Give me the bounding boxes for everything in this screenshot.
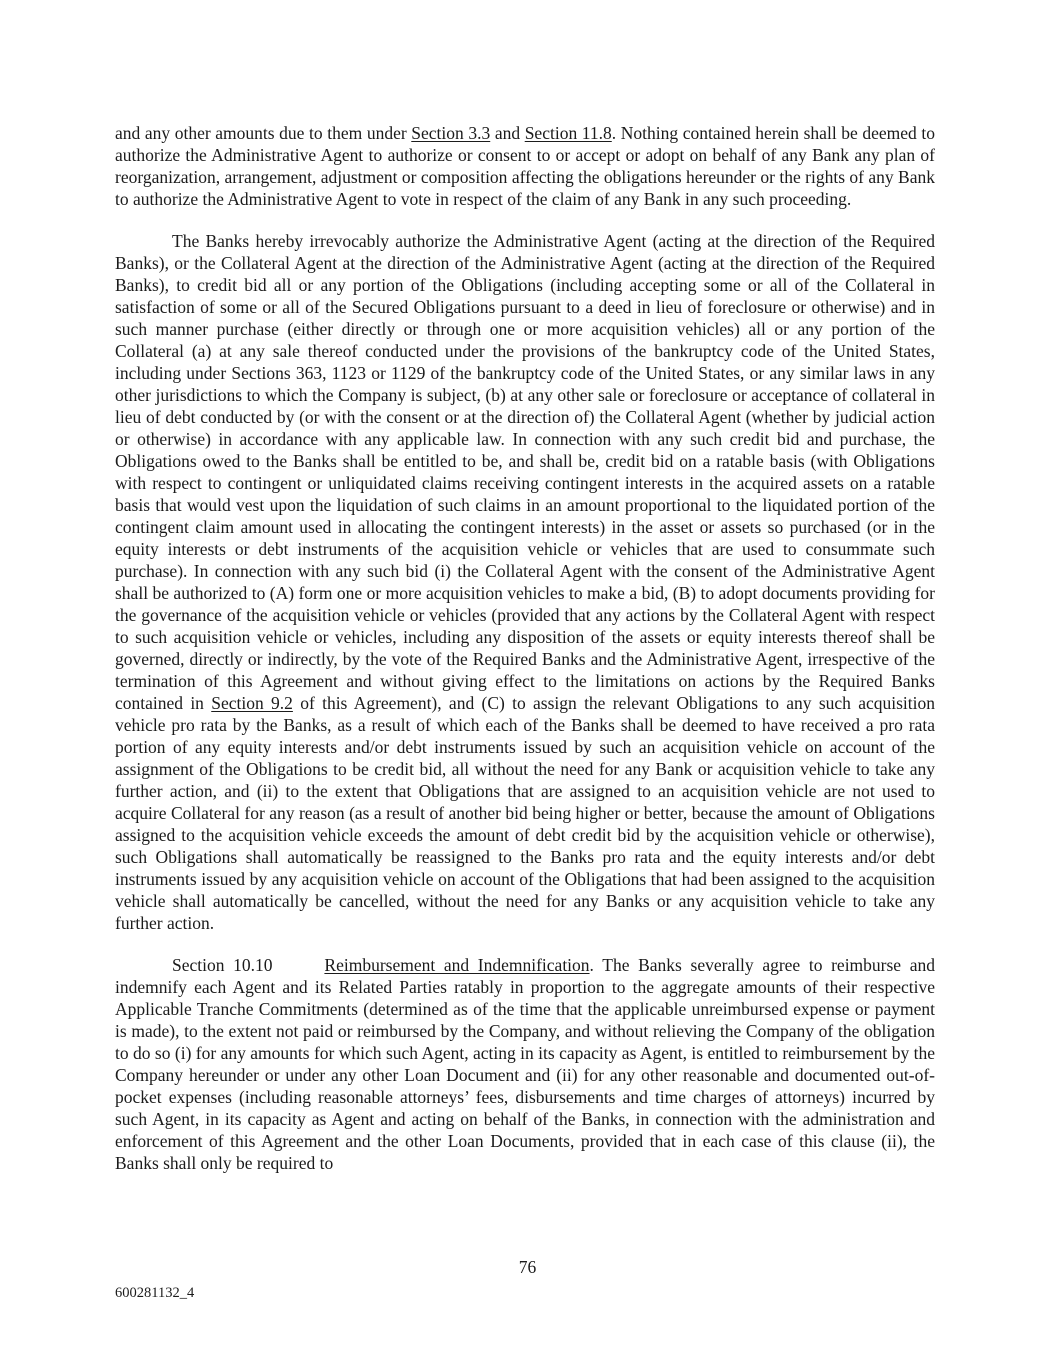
underlined-text-segment: Reimbursement and Indemnification bbox=[324, 955, 590, 975]
underlined-text-segment: Section 3.3 bbox=[411, 123, 491, 143]
underlined-text-segment: Section 9.2 bbox=[211, 693, 293, 713]
text-segment: The Banks hereby irrevocably authorize the Administrative Agent (acting at the direction of the Required Banks), or the Collateral Agent at the direction of the Administrative Agent (acting at the direction of the Required Banks), to credit bid all or any portion of the Obligations (including accepting some or all of the Collateral in satisfaction of some or all of the Secured Obligations pursuant to a deed in lieu of foreclosure or otherwise) and in such manner purchase (either directly or through one or more acquisition vehicles) all or any portion of the Collateral (a) at any sale thereof conducted under the provisions of the bankruptcy code of the United States, including under Sections 363, 1123 or 1129 of the bankruptcy code of the United States, or any similar laws in any other jurisdictions to which the Company is subject, (b) at any other sale or foreclosure or acceptance of collateral in lieu of debt conducted by (or with the consent or at the direction of) the Collateral Agent (whether by judicial action or otherwise) in accordance with any applicable law. In connection with any such credit bid and purchase, the Obligations owed to the Banks shall be entitled to be, and shall be, credit bid on a ratable basis (with Obligations with respect to contingent or unliquidated claims receiving contingent interests in the acquired assets on a ratable basis that would vest upon the liquidation of such claims in an amount proportional to the liquidated portion of the contingent claim amount used in allocating the contingent interests) in the asset or assets so purchased (or in the equity interests or debt instruments of the acquisition vehicle or vehicles that are used to consummate such purchase). In connection with any such bid (i) the Collateral Agent with the consent of the Administrative Agent shall be authorized to (A) form one or more acquisition vehicles to make a bid, (B) to adopt documents providing for the governance of the acquisition vehicle or vehicles (provided that any actions by the Collateral Agent with respect to such acquisition vehicle or vehicles, including any disposition of the assets or equity interests thereof shall be governed, directly or indirectly, by the vote of the Required Banks and the Administrative Agent, irrespective of the termination of this Agreement and without giving effect to the limitations on actions by the Required Banks contained in bbox=[115, 231, 935, 713]
text-segment: . Nothing contained herein shall be deemed to authorize the Administrative Agent to authorize or consent to or accept or adopt on behalf of any Bank any plan of reorganization, arrangement, adjustment or composition affecting the obligations hereunder or the rights of any Bank to authorize the Administrative Agent to vote in respect of the claim of any Bank in any such proceeding. bbox=[115, 123, 935, 209]
text-segment: and any other amounts due to them under bbox=[115, 123, 412, 143]
underlined-text-segment: Section 11.8 bbox=[524, 123, 612, 143]
text-segment: . The Banks severally agree to reimburse and indemnify each Agent and its Related Parties ratably in proportion to the aggregate amounts of their respective Applicable Tranche Commitments (determined as of the time that the applicable unreimbursed expense or payment is made), to the extent not paid or reimbursed by the Company, and without relieving the Company of the obligation to do so (i) for any amounts for which such Agent, acting in its capacity as Agent, is entitled to reimbursement by the Company hereunder or under any other Loan Document and (ii) for any other reasonable and documented out-of-pocket expenses (including reasonable attorneys’ fees, disbursements and time charges of attorneys) incurred by such Agent, in its capacity as Agent and acting on behalf of the Banks, in connection with the administration and enforcement of this Agreement and the other Loan Documents, provided that in each case of this clause (ii), the Banks shall only be required to bbox=[115, 955, 935, 1173]
text-segment: Section 10.10 bbox=[172, 955, 325, 975]
doc-control-number: 600281132_4 bbox=[115, 1285, 195, 1301]
document-body bbox=[115, 122, 935, 1174]
paragraph-credit-bid bbox=[115, 230, 935, 934]
page-number: 76 bbox=[518, 1257, 537, 1277]
text-segment: and bbox=[490, 123, 525, 143]
paragraph-section-10-10 bbox=[115, 954, 935, 1174]
text-segment: of this Agreement), and (C) to assign the relevant Obligations to any such acquisition vehicle pro rata by the Banks, as a result of which each of the Banks shall be deemed to have received a pro rata portion of any equity interests and/or debt instruments issued by such an acquisition vehicle on account of the assignment of the Obligations to be credit bid, all without the need for any Bank or acquisition vehicle to take any further action, and (ii) to the extent that Obligations that are assigned to an acquisition vehicle are not used to acquire Collateral for any reason (as a result of another bid being higher or better, because the amount of Obligations assigned to the acquisition vehicle exceeds the amount of debt credit bid by the acquisition vehicle or otherwise), such Obligations shall automatically be reassigned to the Banks pro rata and the equity interests and/or debt instruments issued by any acquisition vehicle on account of the Obligations that had been assigned to the acquisition vehicle shall automatically be cancelled, without the need for any Banks or any acquisition vehicle to take any further action. bbox=[115, 693, 935, 933]
paragraph-continuation bbox=[115, 122, 935, 210]
